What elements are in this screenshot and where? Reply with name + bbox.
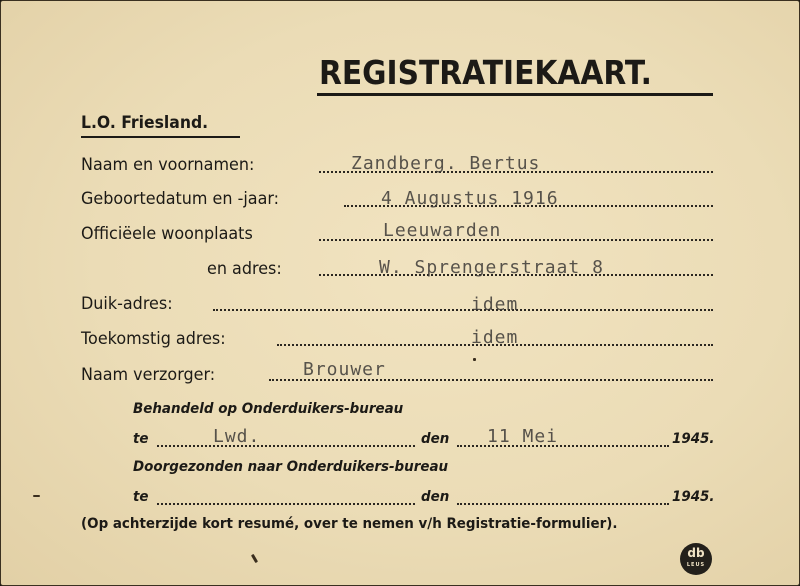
birthdate-value: 4 Augustus 1916: [381, 188, 559, 209]
hideout-address-label: Duik-adres:: [81, 294, 173, 314]
processed-heading: Behandeld op Onderduikers-bureau: [133, 401, 404, 417]
paper-speck: [33, 495, 40, 497]
name-value: Zandberg. Bertus: [351, 153, 541, 174]
name-label: Naam en voornamen:: [81, 155, 255, 175]
publisher-seal-icon: [680, 543, 712, 575]
future-address-value: idem: [471, 327, 519, 348]
hideout-address-value: idem: [471, 294, 519, 315]
hideout-address-line: [213, 309, 713, 311]
seal-top-text: db: [687, 546, 705, 560]
organization-underline: [81, 136, 240, 138]
residence-line: [319, 239, 713, 241]
paper-speck: [251, 554, 258, 563]
residence-value: Leeuwarden: [383, 220, 502, 241]
guardian-value: Brouwer: [303, 359, 386, 380]
guardian-label: Naam verzorger:: [81, 365, 216, 385]
processed-te-label: te: [133, 431, 149, 447]
title-underline: [317, 93, 713, 96]
organization-label: L.O. Friesland.: [81, 113, 209, 133]
paper-speck: [473, 358, 476, 361]
future-address-label: Toekomstig adres:: [81, 329, 226, 349]
processed-den-label: den: [421, 431, 450, 447]
forwarded-date-line: [457, 503, 669, 505]
processed-place-value: Lwd.: [213, 426, 261, 447]
address-label: en adres:: [207, 259, 282, 279]
processed-place-line: [157, 445, 415, 447]
forwarded-place-line: [157, 503, 415, 505]
seal-bottom-text: LEUS: [686, 562, 706, 568]
forwarded-year: 1945.: [672, 489, 715, 505]
forwarded-te-label: te: [133, 489, 149, 505]
residence-label: Officiëele woonplaats: [81, 224, 253, 244]
forwarded-den-label: den: [421, 489, 450, 505]
card-title: REGISTRATIEKAART.: [319, 53, 652, 92]
back-side-note: (Op achterzijde kort resumé, over te nemen v/h Registratie-formulier).: [81, 516, 618, 532]
processed-date-value: 11 Mei: [487, 426, 559, 447]
birthdate-label: Geboortedatum en -jaar:: [81, 189, 280, 209]
forwarded-heading: Doorgezonden naar Onderduikers-bureau: [133, 459, 449, 475]
address-value: W. Sprengerstraat 8: [379, 257, 604, 278]
processed-year: 1945.: [672, 431, 715, 447]
